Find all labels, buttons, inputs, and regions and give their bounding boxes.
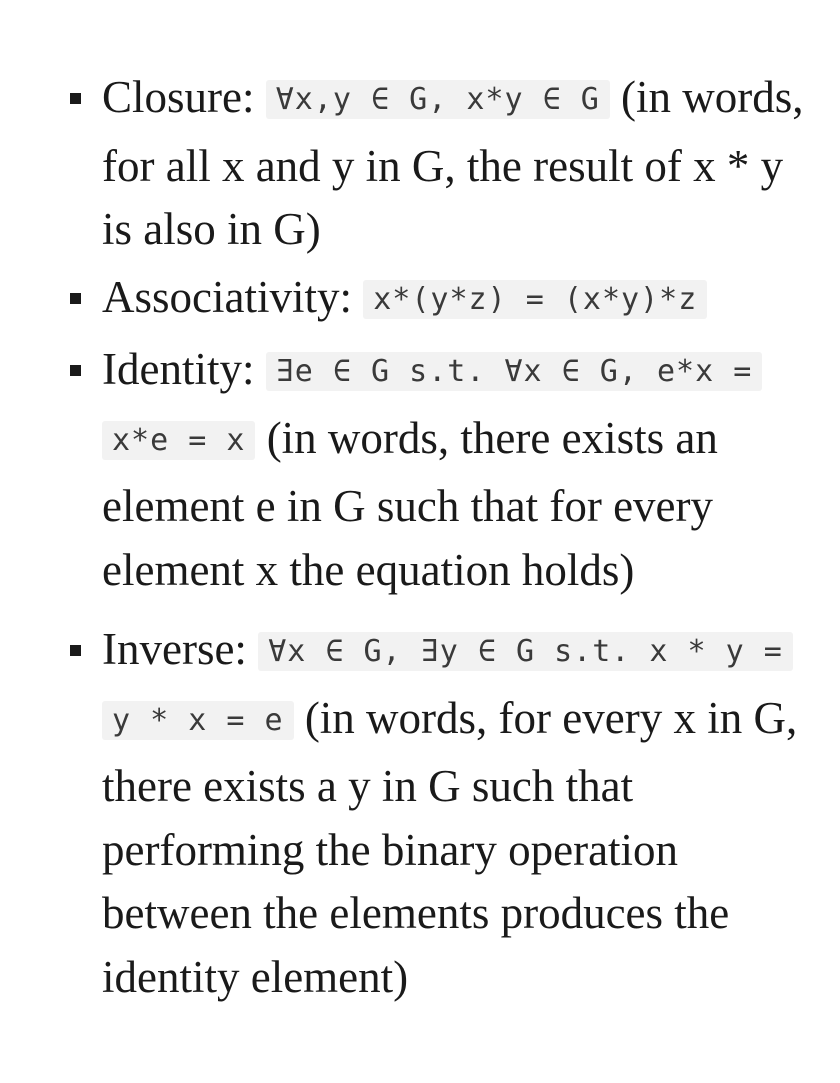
bullet-square-icon <box>70 645 81 656</box>
closure-label: Closure: <box>102 72 255 122</box>
identity-label: Identity: <box>102 344 255 394</box>
list-item-inverse <box>68 618 816 1009</box>
bullet-square-icon <box>70 293 81 304</box>
inverse-text: (in words, for every x in G, there exists a y in G such that performing the binary operation between the elements produces the identity element) <box>102 692 798 1002</box>
list-item-closure <box>68 66 816 262</box>
bullet-square-icon <box>70 93 81 104</box>
inverse-code: ∀x ∈ G, ∃y ∈ G s.t. x * y = y * x = e <box>102 632 793 740</box>
group-axioms-list <box>68 66 816 1009</box>
inverse-label: Inverse: <box>102 624 247 674</box>
closure-code: ∀x,y ∈ G, x*y ∈ G <box>266 80 610 119</box>
bullet-square-icon <box>70 365 81 376</box>
list-item-associativity <box>68 266 816 335</box>
identity-code: ∃e ∈ G s.t. ∀x ∈ G, e*x = x*e = x <box>102 352 762 460</box>
identity-text: (in words, there exists an element e in G such that for every element x the equation holds) <box>102 412 718 595</box>
associativity-label: Associativity: <box>102 271 352 322</box>
associativity-code: x*(y*z) = (x*y)*z <box>363 280 707 319</box>
list-item-identity <box>68 338 816 602</box>
closure-text: (in words, for all x and y in G, the result of x * y is also in G) <box>102 72 804 254</box>
content-area <box>68 66 816 1009</box>
